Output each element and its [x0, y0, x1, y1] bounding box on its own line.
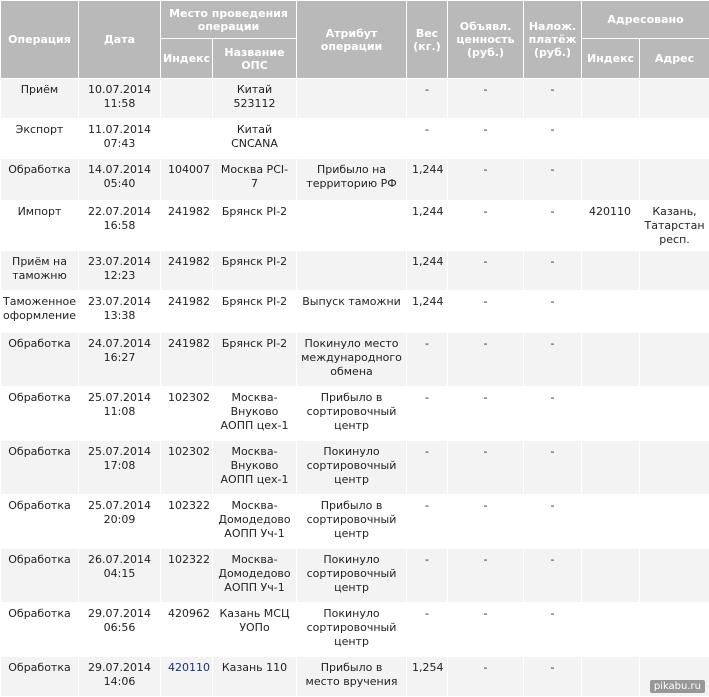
cell-attribute	[297, 549, 407, 603]
operation-label: Обработка	[3, 607, 76, 621]
cell-date	[79, 549, 161, 603]
time-text: 04:15	[81, 567, 158, 581]
time-text: 12:23	[81, 269, 158, 283]
weight-text: 1,244	[412, 205, 445, 219]
time-text: 11:58	[81, 97, 158, 111]
addr-index-text: 420110	[589, 205, 637, 219]
cell-cod	[524, 549, 582, 603]
date-text: 26.07.2014	[81, 553, 158, 567]
ops-name-line: Брянск PI-2	[215, 205, 294, 219]
weight-text: 1,244	[412, 255, 445, 269]
ops-name-line: АОПП цех-1	[215, 473, 294, 487]
weight-text: -	[409, 83, 445, 97]
cell-address	[640, 119, 709, 159]
cell-address	[640, 495, 709, 549]
weight-text: -	[409, 499, 445, 513]
cell-date	[79, 159, 161, 201]
attribute-line: территорию РФ	[299, 177, 404, 191]
cell-operation	[1, 291, 79, 333]
declared-value-text: -	[450, 391, 521, 405]
weight-text: 1,244	[412, 295, 445, 309]
cod-text: -	[526, 295, 579, 309]
cell-ops-name	[213, 159, 297, 201]
ops-name-line: Внуково	[215, 459, 294, 473]
cell-index	[161, 657, 213, 697]
ops-name-line: Внуково	[215, 405, 294, 419]
weight-text: -	[409, 553, 445, 567]
cell-address	[640, 79, 709, 119]
cell-attribute	[297, 333, 407, 387]
date-text: 14.07.2014	[81, 163, 158, 177]
cell-addr-index	[582, 119, 640, 159]
cod-text: -	[526, 163, 579, 177]
index-text: 241982	[168, 337, 210, 350]
cell-cod	[524, 201, 582, 251]
cell-declared-value	[448, 495, 524, 549]
header-index: Индекс	[161, 39, 213, 79]
weight-text: -	[409, 337, 445, 351]
header-addr-index: Индекс	[582, 39, 640, 79]
declared-value-text: -	[450, 83, 521, 97]
cell-date	[79, 201, 161, 251]
operation-label: Приём на таможню	[3, 255, 76, 283]
time-text: 06:56	[81, 621, 158, 635]
attribute-line: Выпуск таможни	[299, 295, 404, 309]
ops-name-line: Брянск PI-2	[215, 255, 294, 269]
cell-date	[79, 603, 161, 657]
cell-declared-value	[448, 201, 524, 251]
cell-date	[79, 441, 161, 495]
date-text: 22.07.2014	[81, 205, 158, 219]
time-text: 11:08	[81, 405, 158, 419]
attribute-line: обмена	[299, 365, 404, 379]
cell-index	[161, 119, 213, 159]
ops-name-line: Москва-	[215, 499, 294, 513]
header-addressed: Адресовано	[582, 1, 709, 39]
time-text: 16:58	[81, 219, 158, 233]
weight-text: -	[409, 391, 445, 405]
table-row	[1, 119, 709, 159]
index-text: 104007	[168, 163, 210, 176]
table-row	[1, 291, 709, 333]
header-ops-name: Название ОПС	[213, 39, 297, 79]
watermark: pikabu.ru	[650, 680, 705, 693]
cod-text: -	[526, 123, 579, 137]
cell-addr-index	[582, 441, 640, 495]
cell-weight	[407, 495, 448, 549]
index-text: 102302	[168, 445, 210, 458]
table-row	[1, 387, 709, 441]
cell-index	[161, 441, 213, 495]
cell-weight	[407, 119, 448, 159]
index-text: 420962	[168, 607, 210, 620]
cell-weight	[407, 333, 448, 387]
cell-ops-name	[213, 201, 297, 251]
ops-name-line: Москва-	[215, 445, 294, 459]
cell-operation	[1, 251, 79, 291]
attribute-line: Покинуло	[299, 553, 404, 567]
operation-label: Обработка	[3, 553, 76, 567]
cell-addr-index	[582, 657, 640, 697]
cell-index	[161, 251, 213, 291]
ops-name-line: Брянск PI-2	[215, 295, 294, 309]
time-text: 16:27	[81, 351, 158, 365]
cell-index	[161, 201, 213, 251]
operation-label: Обработка	[3, 499, 76, 513]
weight-text: 1,244	[412, 163, 445, 177]
cod-text: -	[526, 255, 579, 269]
attribute-line: сортировочный	[299, 621, 404, 635]
cell-address	[640, 251, 709, 291]
cell-addr-index	[582, 603, 640, 657]
declared-value-text: -	[450, 295, 521, 309]
date-text: 25.07.2014	[81, 499, 158, 513]
cell-declared-value	[448, 119, 524, 159]
attribute-line: Покинуло	[299, 445, 404, 459]
attribute-line: центр	[299, 581, 404, 595]
operation-label: Обработка	[3, 445, 76, 459]
cell-attribute	[297, 291, 407, 333]
cell-attribute	[297, 495, 407, 549]
cell-index	[161, 387, 213, 441]
attribute-line: Прибыло в	[299, 391, 404, 405]
cell-operation	[1, 387, 79, 441]
time-text: 07:43	[81, 137, 158, 151]
weight-text: 1,254	[412, 661, 445, 675]
ops-name-line: Домодедово	[215, 567, 294, 581]
date-text: 23.07.2014	[81, 295, 158, 309]
table-body	[1, 79, 709, 697]
table-row	[1, 657, 709, 697]
index-text: 102302	[168, 391, 210, 404]
ops-name-line: Брянск PI-2	[215, 337, 294, 351]
cell-address	[640, 441, 709, 495]
ops-name-line: АОПП Уч-1	[215, 581, 294, 595]
attribute-line: сортировочный	[299, 567, 404, 581]
header-attribute: Атрибут операции	[297, 1, 407, 79]
cell-attribute	[297, 251, 407, 291]
cell-addr-index	[582, 333, 640, 387]
header-address: Адрес	[640, 39, 709, 79]
attribute-line: сортировочный	[299, 459, 404, 473]
time-text: 17:08	[81, 459, 158, 473]
cell-attribute	[297, 201, 407, 251]
declared-value-text: -	[450, 445, 521, 459]
operation-label: Импорт	[3, 205, 76, 219]
header-cod: Налож. платёж (руб.)	[524, 1, 582, 79]
cell-ops-name	[213, 603, 297, 657]
cell-date	[79, 495, 161, 549]
cell-addr-index	[582, 201, 640, 251]
attribute-line: Покинуло	[299, 607, 404, 621]
cell-ops-name	[213, 251, 297, 291]
cod-text: -	[526, 607, 579, 621]
cod-text: -	[526, 83, 579, 97]
cell-address	[640, 333, 709, 387]
ops-name-line: АОПП цех-1	[215, 419, 294, 433]
cell-cod	[524, 291, 582, 333]
attribute-line: место вручения	[299, 675, 404, 689]
ops-name-line: АОПП Уч-1	[215, 527, 294, 541]
cell-declared-value	[448, 657, 524, 697]
date-text: 24.07.2014	[81, 337, 158, 351]
cell-declared-value	[448, 159, 524, 201]
cell-cod	[524, 441, 582, 495]
cell-cod	[524, 251, 582, 291]
cell-date	[79, 657, 161, 697]
weight-text: -	[409, 445, 445, 459]
cod-text: -	[526, 661, 579, 675]
ops-name-line: 7	[215, 177, 294, 191]
cell-index	[161, 159, 213, 201]
time-text: 20:09	[81, 513, 158, 527]
cell-weight	[407, 549, 448, 603]
cell-address	[640, 159, 709, 201]
cell-operation	[1, 333, 79, 387]
ops-name-line: Казань МСЦ	[215, 607, 294, 621]
ops-name-line: Китай	[215, 83, 294, 97]
cell-ops-name	[213, 387, 297, 441]
cell-declared-value	[448, 441, 524, 495]
ops-name-line: Китай	[215, 123, 294, 137]
operation-label: Экспорт	[3, 123, 76, 137]
cell-ops-name	[213, 657, 297, 697]
cell-operation	[1, 549, 79, 603]
cell-declared-value	[448, 603, 524, 657]
index-text: 102322	[168, 499, 210, 512]
cell-addr-index	[582, 549, 640, 603]
cell-declared-value	[448, 333, 524, 387]
cell-index	[161, 79, 213, 119]
ops-name-line: 523112	[215, 97, 294, 111]
cell-ops-name	[213, 79, 297, 119]
cell-declared-value	[448, 291, 524, 333]
attribute-line: Покинуло место	[299, 337, 404, 351]
cell-operation	[1, 441, 79, 495]
ops-name-line: Москва PCI-	[215, 163, 294, 177]
attribute-line: международного	[299, 351, 404, 365]
ops-name-line: Москва-	[215, 391, 294, 405]
cell-date	[79, 291, 161, 333]
cell-attribute	[297, 79, 407, 119]
cell-date	[79, 333, 161, 387]
operation-label: Обработка	[3, 337, 76, 351]
cell-weight	[407, 387, 448, 441]
index-text: 102322	[168, 553, 210, 566]
cell-operation	[1, 657, 79, 697]
cell-index	[161, 333, 213, 387]
cell-cod	[524, 603, 582, 657]
cell-declared-value	[448, 79, 524, 119]
date-text: 25.07.2014	[81, 391, 158, 405]
cell-ops-name	[213, 441, 297, 495]
cell-cod	[524, 159, 582, 201]
ops-name-line: CNCANA	[215, 137, 294, 151]
attribute-line: Прибыло в	[299, 499, 404, 513]
cell-date	[79, 119, 161, 159]
table-row	[1, 441, 709, 495]
cell-date	[79, 79, 161, 119]
table-row	[1, 495, 709, 549]
cell-operation	[1, 201, 79, 251]
cell-cod	[524, 495, 582, 549]
table-row	[1, 333, 709, 387]
time-text: 14:06	[81, 675, 158, 689]
cell-addr-index	[582, 495, 640, 549]
cell-cod	[524, 119, 582, 159]
cell-weight	[407, 441, 448, 495]
attribute-line: центр	[299, 473, 404, 487]
operation-label: Таможенное оформление	[3, 295, 76, 323]
address-line: респ.	[642, 233, 707, 247]
declared-value-text: -	[450, 163, 521, 177]
attribute-line: сортировочный	[299, 513, 404, 527]
declared-value-text: -	[450, 607, 521, 621]
operation-label: Обработка	[3, 661, 76, 675]
cell-date	[79, 387, 161, 441]
cell-ops-name	[213, 333, 297, 387]
index-text: 241982	[168, 295, 210, 308]
cell-weight	[407, 251, 448, 291]
ops-name-line: УОПо	[215, 621, 294, 635]
cell-declared-value	[448, 251, 524, 291]
index-text: 241982	[168, 205, 210, 218]
cell-declared-value	[448, 387, 524, 441]
cell-addr-index	[582, 387, 640, 441]
table-row	[1, 603, 709, 657]
cell-operation	[1, 159, 79, 201]
cell-declared-value	[448, 549, 524, 603]
cell-attribute	[297, 603, 407, 657]
address-line: Татарстан	[642, 219, 707, 233]
cell-operation	[1, 603, 79, 657]
cell-index	[161, 495, 213, 549]
cell-address	[640, 603, 709, 657]
cell-addr-index	[582, 251, 640, 291]
cell-attribute	[297, 657, 407, 697]
ops-name-line: Москва-	[215, 553, 294, 567]
address-line: Казань,	[642, 205, 707, 219]
ops-name-line: Казань 110	[215, 661, 294, 675]
attribute-line: центр	[299, 419, 404, 433]
cell-ops-name	[213, 495, 297, 549]
cell-weight	[407, 603, 448, 657]
header-declared-value: Объявл. ценность (руб.)	[448, 1, 524, 79]
cell-attribute	[297, 159, 407, 201]
cell-weight	[407, 159, 448, 201]
cod-text: -	[526, 205, 579, 219]
cell-weight	[407, 79, 448, 119]
cell-cod	[524, 79, 582, 119]
table-row	[1, 251, 709, 291]
cell-address	[640, 201, 709, 251]
cell-cod	[524, 657, 582, 697]
cod-text: -	[526, 499, 579, 513]
date-text: 29.07.2014	[81, 661, 158, 675]
cell-operation	[1, 119, 79, 159]
cell-addr-index	[582, 159, 640, 201]
declared-value-text: -	[450, 661, 521, 675]
header-place: Место проведения операции	[161, 1, 297, 39]
header-date: Дата	[79, 1, 161, 79]
cell-operation	[1, 495, 79, 549]
time-text: 13:38	[81, 309, 158, 323]
declared-value-text: -	[450, 255, 521, 269]
cod-text: -	[526, 391, 579, 405]
operation-label: Обработка	[3, 391, 76, 405]
cell-addr-index	[582, 79, 640, 119]
operation-label: Обработка	[3, 163, 76, 177]
cell-operation	[1, 79, 79, 119]
declared-value-text: -	[450, 337, 521, 351]
declared-value-text: -	[450, 205, 521, 219]
cell-ops-name	[213, 119, 297, 159]
cell-index	[161, 291, 213, 333]
operation-label: Приём	[3, 83, 76, 97]
cell-attribute	[297, 119, 407, 159]
cod-text: -	[526, 553, 579, 567]
cell-ops-name	[213, 291, 297, 333]
cell-address	[640, 291, 709, 333]
attribute-line: сортировочный	[299, 405, 404, 419]
attribute-line: Прибыло на	[299, 163, 404, 177]
table-row	[1, 549, 709, 603]
index-text: 241982	[168, 255, 210, 268]
cell-weight	[407, 201, 448, 251]
date-text: 23.07.2014	[81, 255, 158, 269]
declared-value-text: -	[450, 123, 521, 137]
cell-address	[640, 549, 709, 603]
cod-text: -	[526, 337, 579, 351]
weight-text: -	[409, 607, 445, 621]
time-text: 05:40	[81, 177, 158, 191]
index-link[interactable]: 420110	[168, 661, 210, 674]
cell-index	[161, 603, 213, 657]
cod-text: -	[526, 445, 579, 459]
header-weight: Вес (кг.)	[407, 1, 448, 79]
cell-weight	[407, 657, 448, 697]
cell-address	[640, 387, 709, 441]
ops-name-line: Домодедово	[215, 513, 294, 527]
declared-value-text: -	[450, 553, 521, 567]
date-text: 11.07.2014	[81, 123, 158, 137]
header-operation: Операция	[1, 1, 79, 79]
cell-attribute	[297, 441, 407, 495]
attribute-line: Прибыло в	[299, 661, 404, 675]
cell-cod	[524, 387, 582, 441]
cell-date	[79, 251, 161, 291]
cell-cod	[524, 333, 582, 387]
declared-value-text: -	[450, 499, 521, 513]
table-row	[1, 201, 709, 251]
cell-attribute	[297, 387, 407, 441]
date-text: 10.07.2014	[81, 83, 158, 97]
attribute-line: центр	[299, 527, 404, 541]
date-text: 29.07.2014	[81, 607, 158, 621]
cell-addr-index	[582, 291, 640, 333]
cell-ops-name	[213, 549, 297, 603]
table-row	[1, 159, 709, 201]
cell-index	[161, 549, 213, 603]
weight-text: -	[409, 123, 445, 137]
table-row	[1, 79, 709, 119]
cell-weight	[407, 291, 448, 333]
attribute-line: центр	[299, 635, 404, 649]
date-text: 25.07.2014	[81, 445, 158, 459]
